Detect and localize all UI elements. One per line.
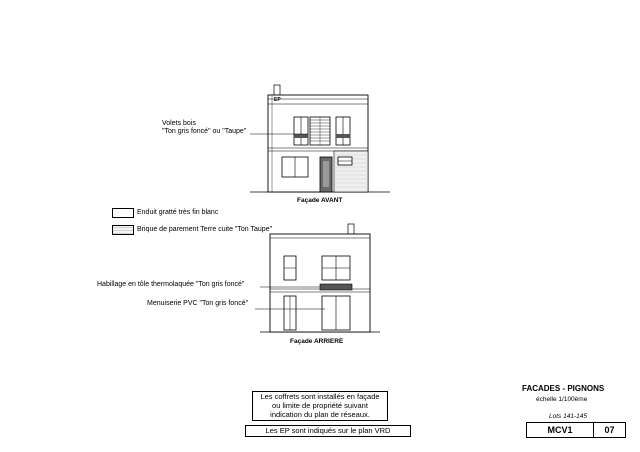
coffrets-note [252,391,388,421]
coffrets-note-line3: indication du plan de réseaux. [270,410,370,419]
title-block-lots: Lots 141-145 [549,413,587,420]
facade-arriere-label: Façade ARRIERE [290,338,344,345]
facade-avant-label: Façade AVANT [297,197,343,204]
facade-avant-drawing [250,82,390,197]
title-block-title: FACADES - PIGNONS [522,384,605,393]
coffrets-note-line2: ou limite de propriété suivant [272,401,368,410]
title-block-scale: échelle 1/100ème [536,396,588,403]
menuiserie-label: Menuiserie PVC "Ton gris foncé" [147,300,249,307]
menuiserie-leader [255,300,335,320]
title-block-sheet: 07 [593,422,626,438]
coffrets-note-line1: Les coffrets sont installés en façade [260,392,380,401]
ep-vrd-note [245,425,411,437]
legend-brique-label: Brique de parement Terre cuite "Ton Taupe" [137,226,273,233]
legend-swatch-brique [112,225,134,235]
habillage-label: Habillage en tôle thermolaquée "Ton gris foncé" [97,281,245,288]
volets-label-line1: Volets bois [162,120,196,127]
volets-label-line2: "Ton gris foncé" ou "Taupe" [162,128,247,135]
legend-swatch-enduit [112,208,134,218]
legend-enduit-label: Enduit gratté très fin blanc [137,209,219,216]
ep-vrd-note-text: Les EP sont indiqués sur le plan VRD [265,426,391,435]
title-block-code: MCV1 [526,422,594,438]
ep-label: EP [274,97,281,103]
